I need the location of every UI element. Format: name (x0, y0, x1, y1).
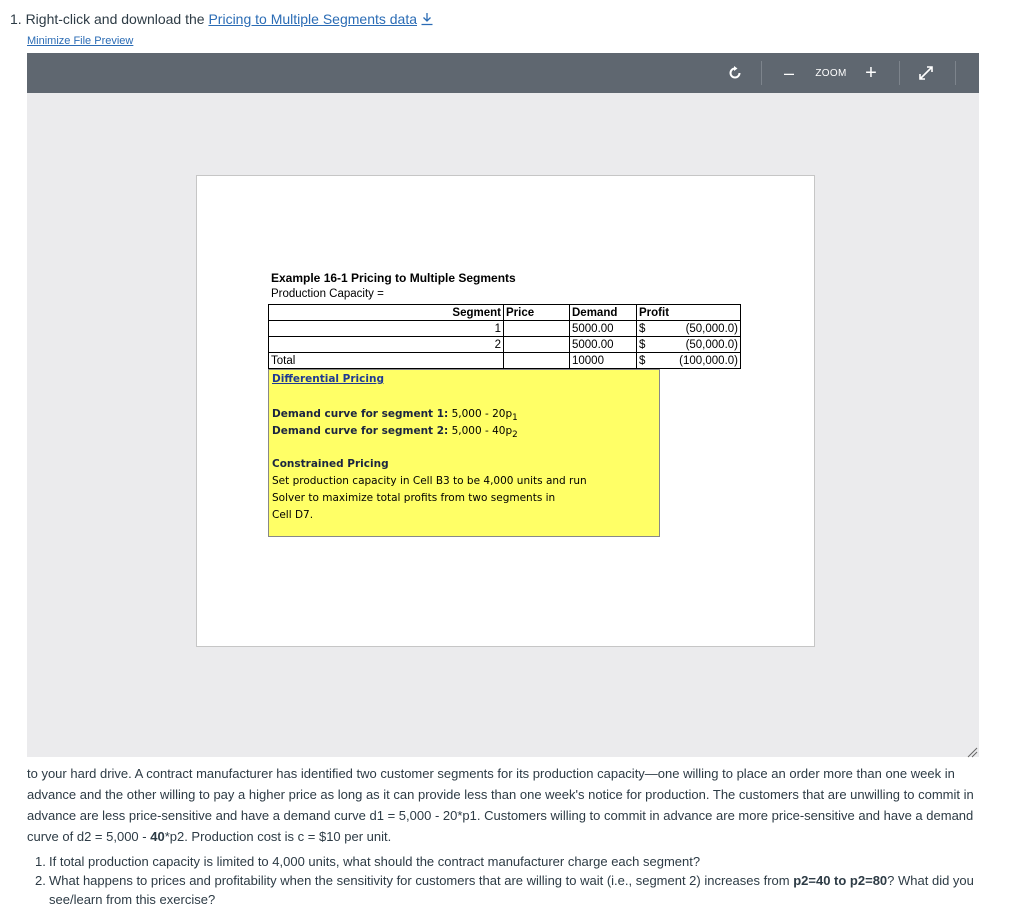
question-list (35, 852, 975, 909)
currency-symbol: $ (639, 354, 646, 367)
demand2-expr: 5,000 - 40p (448, 425, 513, 437)
minimize-file-preview-link[interactable]: Minimize File Preview (27, 35, 134, 47)
demand1-label: Demand curve for segment 1: (272, 408, 449, 420)
constrained-pricing-heading: Constrained Pricing (272, 458, 389, 470)
profit-value: (50,000.0) (685, 338, 738, 351)
demand2-label: Demand curve for segment 2: (272, 425, 449, 437)
download-icon[interactable] (420, 12, 434, 26)
toolbar-divider (955, 61, 956, 85)
demand-cell: 5000.00 (570, 337, 637, 353)
zoom-out-button[interactable]: – (783, 62, 794, 83)
file-preview-viewer (27, 53, 979, 757)
total-row (269, 353, 741, 369)
problem-paragraph (27, 763, 979, 847)
profit-value: (50,000.0) (685, 322, 738, 335)
total-label: Total (269, 353, 504, 369)
list-item (35, 871, 975, 909)
constrained-line: Cell D7. (272, 509, 314, 521)
total-profit: (100,000.0) (679, 354, 738, 367)
constrained-line: Solver to maximize total profits from two segments in (272, 492, 556, 504)
demand1-expr: 5,000 - 20p (448, 408, 513, 420)
differential-pricing-heading: Differential Pricing (272, 373, 384, 385)
profit-cell (637, 321, 741, 337)
header-demand: Demand (570, 305, 637, 321)
header-profit: Profit (637, 305, 741, 321)
constrained-line: Set production capacity in Cell B3 to be 4,000 units and run (272, 475, 587, 487)
demand2-sub: 2 (512, 430, 518, 441)
list-item (35, 852, 975, 871)
question-tail: ? What did you see/learn from this exercise? (49, 873, 974, 907)
question-text: What happens to prices and profitability when the sensitivity for customers that are willing to wait (i.e., segment 2) increases from (49, 873, 794, 888)
zoom-label: ZOOM (815, 67, 847, 79)
currency-symbol: $ (639, 338, 646, 351)
file-download-link[interactable]: Pricing to Multiple Segments data (208, 11, 418, 27)
document-page (196, 175, 815, 647)
toolbar-divider (899, 61, 900, 85)
question-number: 2. (35, 873, 46, 888)
paragraph-tail: *p2. Production cost is c = $10 per unit. (164, 829, 392, 844)
pricing-table (268, 304, 741, 369)
toolbar-divider (761, 61, 762, 85)
price-cell (504, 337, 570, 353)
segment-cell: 2 (269, 337, 504, 353)
download-instruction (10, 11, 434, 27)
step-prefix: 1. Right-click and download the (10, 11, 209, 27)
demand-curve-1 (272, 407, 518, 425)
resize-handle-icon[interactable] (964, 744, 978, 758)
price-cell (504, 321, 570, 337)
sheet-title: Example 16-1 Pricing to Multiple Segments (271, 271, 516, 285)
paragraph-bold: 40 (150, 829, 165, 844)
paragraph-text: to your hard drive. A contract manufacturer has identified two customer segments for its production capacity—one willing to place an order more than one week in advance and the other willing to pay a higher price as long as it can provide less than one week's notice for production. The customers that are unwilling to commit in advance are less price-sensitive and have a demand curve d1 = 5,000 - 20*p1. Customers willing to commit in advance are more price-sensitive and have a demand curve of d2 = 5,000 - (27, 766, 974, 844)
production-capacity-label: Production Capacity = (271, 288, 384, 300)
question-text: If total production capacity is limited to 4,000 units, what should the contract manufacturer charge each segment? (49, 854, 701, 869)
demand-curve-2 (272, 424, 518, 442)
expand-icon (918, 65, 934, 81)
demand-cell: 5000.00 (570, 321, 637, 337)
table-header-row (269, 305, 741, 321)
viewer-toolbar (27, 53, 979, 93)
table-row (269, 337, 741, 353)
rotate-icon (727, 65, 743, 81)
price-cell (504, 353, 570, 369)
demand1-sub: 1 (512, 413, 518, 424)
zoom-in-button[interactable]: + (865, 61, 877, 84)
rotate-button[interactable] (723, 53, 747, 93)
total-profit-cell (637, 353, 741, 369)
segment-cell: 1 (269, 321, 504, 337)
profit-cell (637, 337, 741, 353)
header-price: Price (504, 305, 570, 321)
total-demand: 10000 (570, 353, 637, 369)
table-row (269, 321, 741, 337)
fullscreen-button[interactable] (915, 53, 937, 93)
currency-symbol: $ (639, 322, 646, 335)
question-bold: p2=40 to p2=80 (793, 873, 888, 888)
header-segment: Segment (269, 305, 504, 321)
question-number: 1. (35, 854, 46, 869)
notes-box (268, 369, 660, 537)
